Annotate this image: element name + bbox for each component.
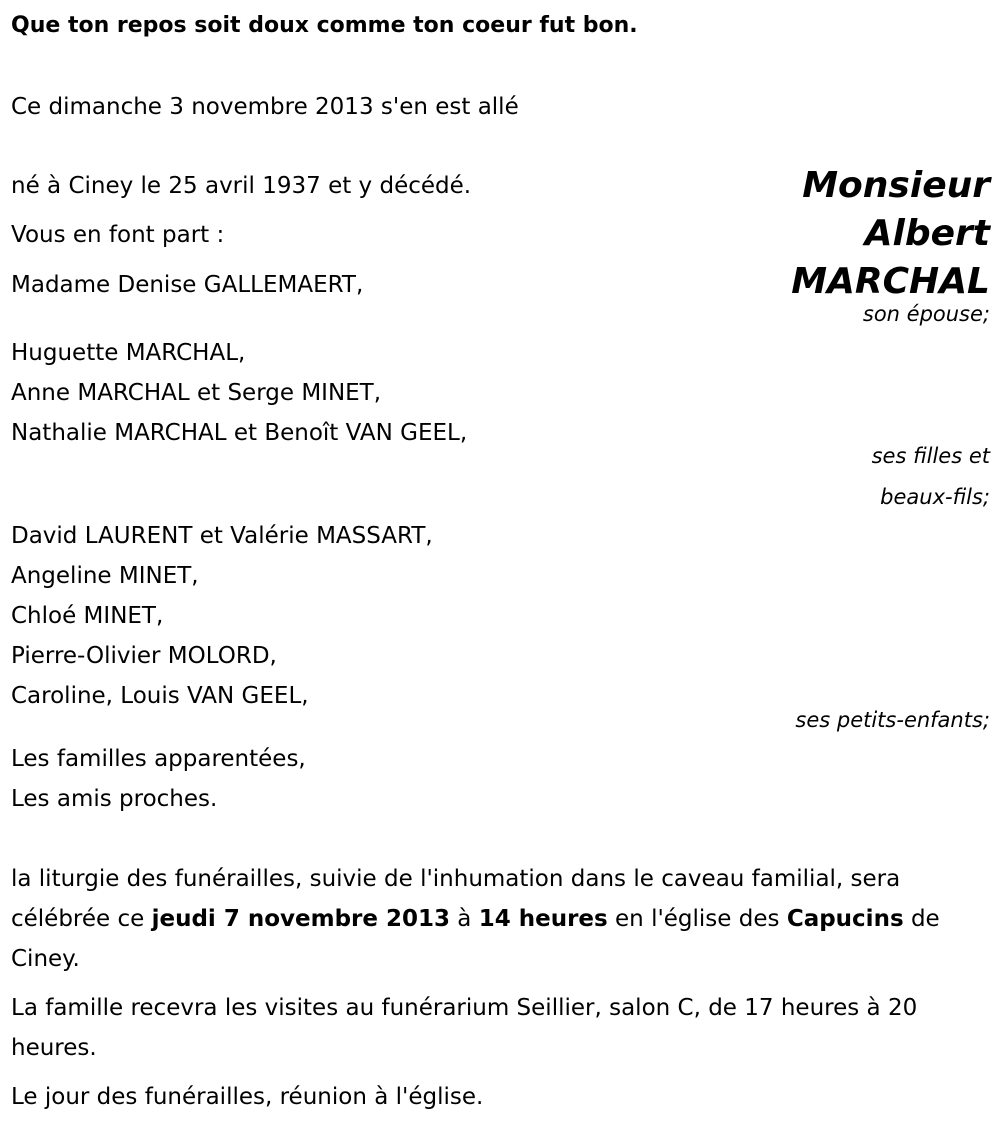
grandchild-name: Caroline, Louis VAN GEEL,	[11, 683, 309, 709]
funeral-time: 14 heures	[478, 906, 608, 932]
birth-death-text: né à Ciney le 25 avril 1937 et y décédé.	[11, 173, 472, 199]
funeral-text: la liturgie des funérailles, suivie de l'inhumation dans le caveau familial, sera célébrée ce	[11, 866, 901, 932]
deceased-title: Monsieur	[802, 165, 990, 206]
grandchildren-relation: ses petits-enfants;	[795, 708, 990, 732]
deceased-name	[791, 162, 990, 306]
heading: Que ton repos soit doux comme ton coeur fut bon.	[11, 13, 638, 38]
visits-paragraph: La famille recevra les visites au funérarium Seillier, salon C, de 17 heures à 20 heures.	[11, 995, 918, 1061]
announce-text: Vous en font part :	[11, 222, 225, 248]
deceased-first-name: Albert	[864, 213, 990, 254]
daughter-name: Anne MARCHAL et Serge MINET,	[11, 380, 382, 406]
other-mourners: Les familles apparentées,	[11, 746, 306, 772]
spouse-relation: son épouse;	[862, 302, 990, 326]
intro-text: Ce dimanche 3 novembre 2013 s'en est allé	[11, 94, 519, 120]
funeral-text: de Ciney.	[11, 906, 940, 972]
daughters-relation-line1: ses filles et	[871, 444, 990, 468]
funeral-text: en l'église des	[607, 906, 787, 932]
grandchild-name: David LAURENT et Valérie MASSART,	[11, 523, 433, 549]
other-mourners: Les amis proches.	[11, 786, 218, 812]
funeral-text: à	[450, 906, 479, 932]
funeral-paragraph	[11, 859, 991, 979]
grandchild-name: Angeline MINET,	[11, 563, 199, 589]
daughter-name: Huguette MARCHAL,	[11, 340, 246, 366]
grandchild-name: Pierre-Olivier MOLORD,	[11, 643, 277, 669]
grandchild-name: Chloé MINET,	[11, 603, 164, 629]
funeral-church: Capucins	[786, 906, 904, 932]
spouse-name: Madame Denise GALLEMAERT,	[11, 272, 364, 298]
daughter-name: Nathalie MARCHAL et Benoît VAN GEEL,	[11, 420, 468, 446]
deceased-last-name: MARCHAL	[791, 261, 990, 302]
meeting-paragraph: Le jour des funérailles, réunion à l'église.	[11, 1084, 484, 1110]
funeral-date: jeudi 7 novembre 2013	[151, 906, 450, 932]
daughters-relation-line2: beaux-fils;	[880, 485, 990, 509]
